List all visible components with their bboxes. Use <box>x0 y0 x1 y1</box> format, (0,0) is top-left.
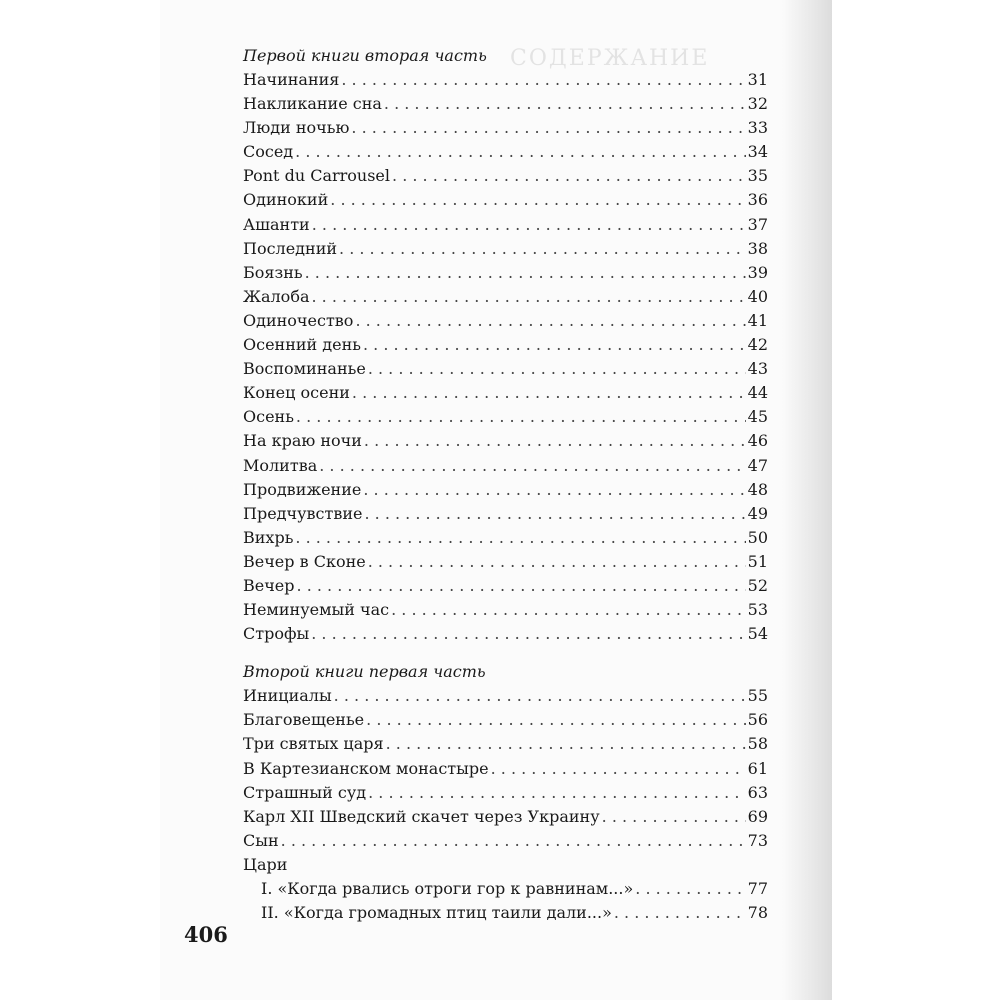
entry-page: 47 <box>747 455 768 475</box>
entry-title: Накликание сна <box>243 94 382 114</box>
entry-title: Вечер <box>243 575 295 595</box>
entry-page: 43 <box>747 359 768 379</box>
toc-entry <box>243 574 768 598</box>
entry-title: Осень <box>243 407 294 427</box>
entry-page: 46 <box>747 431 768 451</box>
dot-leader <box>334 684 746 708</box>
dot-leader <box>295 526 745 550</box>
toc-entry <box>243 213 768 237</box>
toc-group-heading <box>243 853 768 877</box>
dot-leader <box>312 213 746 237</box>
entry-page: 44 <box>747 383 768 403</box>
toc-entry <box>243 598 768 622</box>
dot-leader <box>296 405 746 429</box>
entry-title: Продвижение <box>243 479 362 499</box>
dot-leader <box>352 381 746 405</box>
toc-sub-entry <box>243 877 768 901</box>
entry-page: 32 <box>747 94 768 114</box>
toc-entry <box>243 684 768 708</box>
entry-title: Одиночество <box>243 310 354 330</box>
dot-leader <box>319 454 745 478</box>
entry-title: Боязнь <box>243 262 303 282</box>
dot-leader <box>384 92 746 116</box>
entry-title: Жалоба <box>243 286 310 306</box>
toc-entry <box>243 140 768 164</box>
toc-entry <box>243 454 768 478</box>
entry-title: I. «Когда рвались отроги гор к равнинам...» <box>261 879 634 898</box>
entry-page: 36 <box>747 190 768 210</box>
entry-page: 48 <box>747 479 768 499</box>
bleed-through-heading: СОДЕРЖАНИЕ <box>510 46 710 71</box>
dot-leader <box>339 237 746 261</box>
toc-entry <box>243 622 768 646</box>
toc-entry <box>243 237 768 261</box>
toc-entry <box>243 68 768 92</box>
toc-entry <box>243 285 768 309</box>
toc-entry <box>243 333 768 357</box>
toc-entry <box>243 357 768 381</box>
entry-title: Люди ночью <box>243 118 350 138</box>
section-gap <box>243 646 768 660</box>
dot-leader <box>305 261 746 285</box>
entry-page: 54 <box>747 624 768 644</box>
entry-page: 58 <box>747 734 768 754</box>
entry-title: В Картезианском монастыре <box>243 758 489 778</box>
toc-entry <box>243 405 768 429</box>
entry-title: Предчувствие <box>243 503 363 523</box>
dot-leader <box>368 357 746 381</box>
dot-leader <box>311 285 745 309</box>
dot-leader <box>363 333 746 357</box>
entry-page: 38 <box>747 238 768 258</box>
dot-leader <box>311 622 745 646</box>
entry-page: 78 <box>747 903 768 923</box>
entry-title: Строфы <box>243 624 310 644</box>
toc-entry <box>243 502 768 526</box>
page-number: 406 <box>184 922 228 947</box>
entry-page: 56 <box>747 710 768 730</box>
entry-title: Одинокий <box>243 190 329 210</box>
entry-page: 42 <box>747 335 768 355</box>
page-edge-shadow <box>782 0 832 1000</box>
entry-page: 53 <box>747 600 768 620</box>
toc-entry <box>243 829 768 853</box>
dot-leader <box>614 901 746 925</box>
dot-leader <box>330 188 745 212</box>
entry-title: Ашанти <box>243 214 310 234</box>
dot-leader <box>391 598 746 622</box>
dot-leader <box>602 805 746 829</box>
entry-page: 77 <box>747 879 768 898</box>
entry-title: Три святых царя <box>243 734 384 754</box>
entry-title: Вихрь <box>243 527 294 547</box>
toc-entry <box>243 309 768 333</box>
dot-leader <box>366 708 746 732</box>
entry-title: Молитва <box>243 455 318 475</box>
toc-entry <box>243 550 768 574</box>
dot-leader <box>351 116 745 140</box>
entry-page: 39 <box>747 262 768 282</box>
entry-title: Вечер в Сконе <box>243 551 366 571</box>
dot-leader <box>364 429 746 453</box>
dot-leader <box>392 164 746 188</box>
toc-entry <box>243 164 768 188</box>
entry-page: 73 <box>747 830 768 850</box>
dot-leader <box>281 829 746 853</box>
entry-page: 50 <box>747 527 768 547</box>
toc-entry <box>243 732 768 756</box>
entry-title: Последний <box>243 238 338 258</box>
toc-entry <box>243 261 768 285</box>
entry-page: 41 <box>747 310 768 330</box>
toc-entry <box>243 708 768 732</box>
entry-title: Неминуемый час <box>243 600 390 620</box>
dot-leader <box>297 574 746 598</box>
toc-entry <box>243 92 768 116</box>
entry-page: 34 <box>747 142 768 162</box>
entry-title: На краю ночи <box>243 431 362 451</box>
toc-entry <box>243 188 768 212</box>
dot-leader <box>355 309 745 333</box>
entry-page: 37 <box>747 214 768 234</box>
entry-title: Благовещенье <box>243 710 365 730</box>
entry-page: 51 <box>747 551 768 571</box>
entry-title: Осенний день <box>243 335 361 355</box>
entry-page: 33 <box>747 118 768 138</box>
entry-page: 69 <box>747 806 768 826</box>
entry-title: Карл XII Шведский скачет через Украину <box>243 806 600 826</box>
entry-title: Сосед <box>243 142 294 162</box>
entry-page: 63 <box>747 782 768 802</box>
dot-leader <box>491 757 746 781</box>
entry-page: 40 <box>747 286 768 306</box>
entry-page: 31 <box>747 70 768 89</box>
entry-title: II. «Когда громадных птиц таили дали...» <box>261 903 612 923</box>
entry-title: Начинания <box>243 70 340 89</box>
entry-title: Инициалы <box>243 686 332 706</box>
toc-entry <box>243 116 768 140</box>
dot-leader <box>364 502 745 526</box>
dot-leader <box>368 781 746 805</box>
entry-title: Воспоминанье <box>243 359 366 379</box>
entry-title: Сын <box>243 830 279 850</box>
entry-page: 35 <box>747 166 768 186</box>
entry-page: 52 <box>747 575 768 595</box>
table-of-contents <box>243 44 768 925</box>
dot-leader <box>363 478 745 502</box>
toc-entry <box>243 381 768 405</box>
dot-leader <box>295 140 745 164</box>
toc-entry <box>243 805 768 829</box>
entry-title: Конец осени <box>243 383 350 403</box>
entry-title: Страшный суд <box>243 782 367 802</box>
section-title-1: Первой книги вторая часть <box>243 46 487 65</box>
dot-leader <box>368 550 746 574</box>
entry-page: 61 <box>747 758 768 778</box>
toc-entry <box>243 429 768 453</box>
toc-sub-entry <box>243 901 768 925</box>
dot-leader <box>341 68 745 92</box>
dot-leader <box>386 732 746 756</box>
toc-entry <box>243 781 768 805</box>
section-title-2: Второй книги первая часть <box>243 662 486 682</box>
toc-entry <box>243 526 768 550</box>
dot-leader <box>635 877 745 901</box>
entry-title: Pont du Carrousel <box>243 166 391 186</box>
toc-entry <box>243 478 768 502</box>
toc-entry <box>243 757 768 781</box>
entry-page: 45 <box>747 407 768 427</box>
group-title: Цари <box>243 854 288 874</box>
entry-page: 49 <box>747 503 768 523</box>
entry-page: 55 <box>747 686 768 706</box>
